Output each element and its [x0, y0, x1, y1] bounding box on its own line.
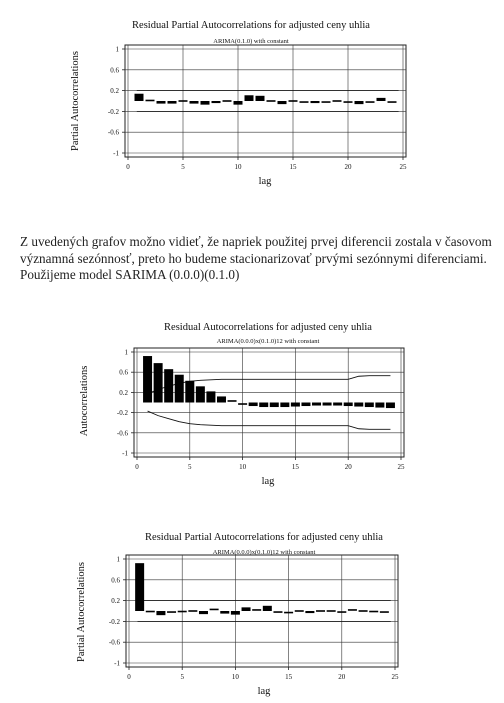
plot-frame — [126, 555, 398, 667]
bar-lag-18 — [323, 403, 332, 406]
paragraph-line-2: významná sezónnosť, preto ho budeme stacionarizovať prvými sezónnymi diferenciami. — [20, 250, 487, 266]
bar-lag-4 — [168, 101, 177, 104]
acf-chart-2 — [0, 310, 504, 495]
chart-title: Residual Autocorrelations for adjusted ceny uhlia — [164, 322, 372, 333]
bar-lag-23 — [369, 611, 378, 613]
y-tick-label: 0.2 — [119, 388, 128, 397]
bar-lag-15 — [289, 100, 298, 102]
y-tick-label: -0.6 — [108, 638, 120, 647]
x-tick-label: 25 — [397, 463, 405, 471]
bar-lag-24 — [380, 611, 389, 613]
bar-lag-9 — [220, 611, 229, 614]
paragraph-line-1: Z uvedených grafov možno vidieť, že napriek použitej prvej diferencii zostala v časovom — [20, 234, 492, 249]
bar-lag-17 — [312, 403, 321, 406]
x-tick-label: 15 — [289, 163, 297, 171]
bar-lag-4 — [175, 375, 184, 403]
x-axis-label: lag — [258, 176, 272, 187]
y-tick-label: -0.2 — [107, 107, 119, 116]
x-tick-label: 0 — [126, 163, 130, 171]
bar-lag-8 — [212, 101, 221, 103]
bar-lag-22 — [366, 101, 375, 103]
bar-lag-21 — [355, 101, 364, 104]
x-axis-label: lag — [257, 686, 271, 697]
bar-lag-21 — [354, 403, 363, 407]
bar-lag-19 — [333, 403, 342, 406]
x-tick-label: 20 — [344, 163, 352, 171]
bar-lag-15 — [284, 612, 293, 614]
bar-lag-6 — [190, 101, 199, 104]
pacf-chart-3 — [0, 518, 504, 703]
y-tick-label: 1 — [115, 45, 119, 54]
bar-lag-8 — [217, 396, 226, 402]
bar-lag-18 — [316, 610, 325, 612]
y-tick-label: -1 — [113, 149, 119, 158]
x-tick-label: 20 — [338, 673, 346, 681]
bar-lag-13 — [267, 100, 276, 102]
probability-limit-curve-lower — [148, 411, 391, 429]
x-tick-label: 5 — [180, 673, 184, 681]
bar-lag-21 — [348, 609, 357, 611]
bar-lag-5 — [178, 611, 187, 613]
bar-lag-9 — [228, 400, 237, 402]
plot-frame — [125, 45, 406, 157]
bar-lag-19 — [327, 610, 336, 612]
bar-lag-4 — [167, 611, 176, 613]
bar-lag-3 — [157, 101, 166, 104]
bar-lag-12 — [259, 403, 268, 408]
y-axis-label: Partial Autocorrelations — [70, 50, 81, 152]
bar-lag-11 — [245, 95, 254, 101]
probability-limit-curve-upper — [148, 376, 391, 394]
x-tick-label: 15 — [285, 673, 293, 681]
chart-title: Residual Partial Autocorrelations for adjusted ceny uhlia — [132, 20, 370, 31]
chart-subtitle: ARIMA(0.0.0)x(0.1.0)12 with constant — [216, 338, 320, 345]
body-paragraph — [20, 234, 504, 284]
bar-lag-13 — [263, 606, 272, 611]
bar-lag-11 — [242, 607, 251, 611]
bar-lag-14 — [280, 403, 289, 408]
bar-lag-2 — [154, 363, 163, 402]
x-tick-label: 25 — [399, 163, 407, 171]
bar-lag-20 — [344, 403, 353, 407]
chart-subtitle: ARIMA(0.0.0)x(0.1.0)12 with constant — [212, 549, 316, 556]
bar-lag-1 — [135, 563, 144, 611]
bar-lag-7 — [206, 391, 215, 402]
bar-lag-16 — [300, 101, 309, 103]
bar-lag-18 — [322, 101, 331, 103]
bar-lag-13 — [270, 403, 279, 408]
bar-lag-24 — [388, 101, 397, 103]
bar-lag-6 — [196, 386, 205, 402]
bar-lag-14 — [278, 101, 287, 104]
bar-lag-10 — [238, 403, 247, 405]
x-axis-label: lag — [261, 476, 275, 487]
bar-lag-10 — [234, 101, 243, 105]
y-tick-label: -0.2 — [116, 409, 128, 418]
bar-lag-14 — [273, 611, 282, 613]
bar-lag-1 — [143, 356, 152, 402]
bar-lag-20 — [337, 611, 346, 613]
bar-lag-5 — [185, 381, 194, 403]
bar-lag-11 — [249, 403, 258, 407]
chart-subtitle: ARIMA(0.1.0) with constant — [213, 38, 289, 45]
y-tick-label: -1 — [122, 449, 128, 458]
pacf-chart-1 — [0, 0, 504, 195]
bar-lag-16 — [301, 403, 310, 407]
chart-title: Residual Partial Autocorrelations for adjusted ceny uhlia — [145, 532, 383, 543]
bar-lag-22 — [359, 610, 368, 612]
x-tick-label: 0 — [127, 673, 131, 681]
y-tick-label: 0.6 — [110, 66, 119, 75]
paragraph-line-3: Použijeme model SARIMA (0.0.0)(0.1.0) — [20, 267, 240, 282]
y-tick-label: 0.6 — [119, 368, 128, 377]
bar-lag-19 — [333, 100, 342, 102]
y-tick-label: 0.2 — [111, 597, 120, 606]
plot-frame — [134, 348, 404, 457]
y-tick-label: 0.6 — [111, 576, 120, 585]
bar-lag-2 — [146, 100, 155, 102]
bar-lag-3 — [156, 611, 165, 615]
bar-lag-15 — [291, 403, 300, 407]
bar-lag-12 — [252, 609, 261, 611]
y-axis-label: Autocorrelations — [79, 365, 90, 437]
bar-lag-7 — [201, 101, 210, 105]
x-tick-label: 25 — [391, 673, 399, 681]
bar-lag-2 — [146, 611, 155, 613]
bar-lag-24 — [386, 403, 395, 409]
y-axis-label: Partial Autocorrelations — [76, 561, 87, 663]
x-tick-label: 5 — [181, 163, 185, 171]
x-tick-label: 15 — [291, 463, 299, 471]
bar-lag-9 — [223, 100, 232, 102]
y-tick-label: -1 — [114, 659, 120, 668]
y-tick-label: 1 — [124, 348, 128, 357]
bar-lag-23 — [375, 403, 384, 408]
bar-lag-8 — [210, 609, 219, 611]
x-tick-label: 0 — [135, 463, 139, 471]
bar-lag-22 — [365, 403, 374, 408]
y-tick-label: 0.2 — [110, 87, 119, 96]
bar-lag-17 — [311, 101, 320, 103]
bar-lag-6 — [188, 610, 197, 612]
bar-lag-17 — [305, 611, 314, 613]
bar-lag-12 — [256, 96, 265, 101]
bar-lag-5 — [179, 100, 188, 102]
bar-lag-10 — [231, 611, 240, 615]
x-tick-label: 5 — [188, 463, 192, 471]
bar-lag-1 — [135, 94, 144, 101]
bar-lag-16 — [295, 610, 304, 612]
bar-lag-23 — [377, 98, 386, 101]
x-tick-label: 20 — [344, 463, 352, 471]
bar-lag-7 — [199, 611, 208, 614]
x-tick-label: 10 — [239, 463, 247, 471]
y-tick-label: 1 — [116, 555, 120, 564]
bar-lag-3 — [164, 369, 173, 402]
x-tick-label: 10 — [231, 673, 239, 681]
y-tick-label: -0.2 — [108, 617, 120, 626]
acf-chart-2-svg — [0, 310, 504, 495]
pacf-chart-1-svg — [0, 0, 504, 195]
y-tick-label: -0.6 — [116, 429, 128, 438]
x-tick-label: 10 — [234, 163, 242, 171]
pacf-chart-3-svg — [0, 518, 504, 703]
y-tick-label: -0.6 — [107, 128, 119, 137]
bar-lag-20 — [344, 101, 353, 103]
